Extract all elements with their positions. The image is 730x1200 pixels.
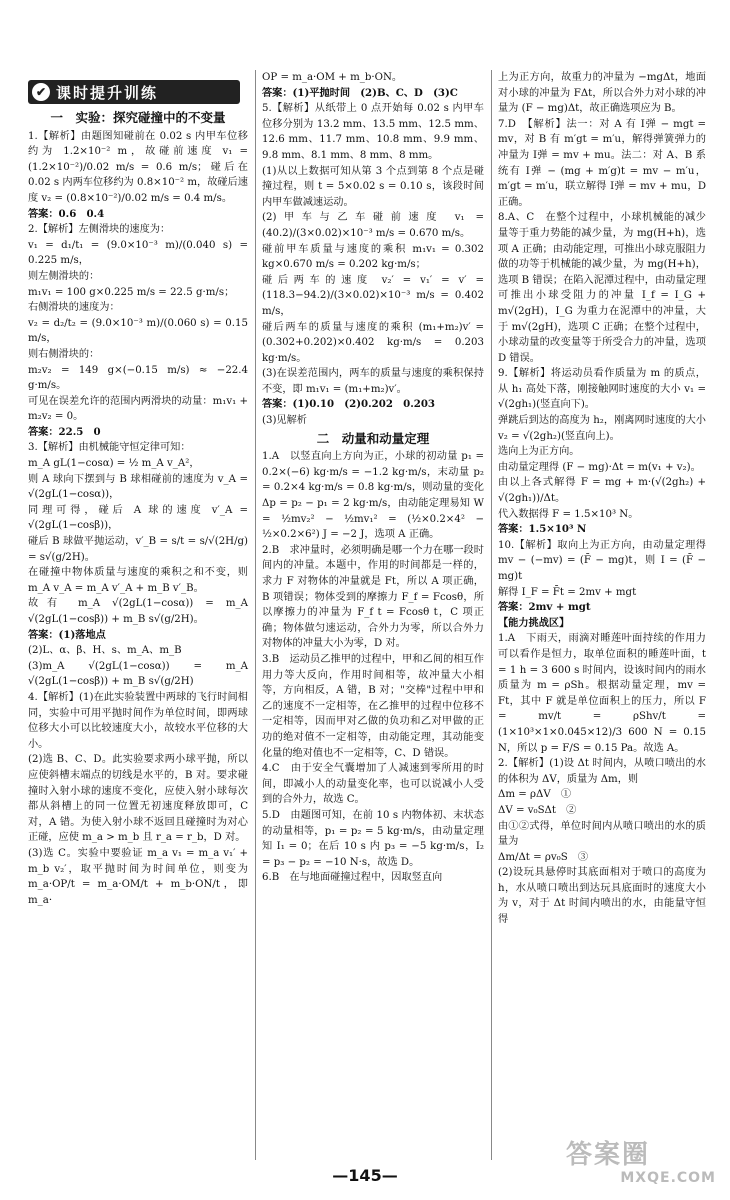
text-line: 由动量定理得 (F − mg)·Δt = m(v₁ + v₂)。 — [498, 461, 701, 473]
text-line: 则左侧滑块的： — [28, 270, 100, 282]
section-header — [28, 80, 240, 104]
column-3 — [498, 70, 706, 928]
text-line: ΔV = v₀SΔt ② — [498, 804, 577, 816]
text-line: Δm/Δt = ρv₀S ③ — [498, 851, 589, 863]
text-line: 5.【解析】从纸带上 0 点开始每 0.02 s 内甲车位移分别为 13.2 mm、13.5 mm、12.5 mm、12.6 mm、11.7 mm、10.8 mm、9.9 mm、9.8 mm、8.1 mm、8 mm、8 mm。 — [262, 103, 484, 161]
text-line: (3)选 C。实验中要验证 m_a v₁ = m_a v₁′ + m_b v₂′，取平抛时间为时间单位，则变为 m_a·OP/t = m_a·OM/t + m_b·ON/t，即 m_a· — [28, 847, 248, 906]
text-line: 在碰撞中物体质量与速度的乘积之和不变，则 m_A v_A = m_A v′_A + m_B v′_B。 — [28, 567, 248, 594]
text-line: 代入数据得 F = 1.5×10³ N。 — [498, 508, 639, 520]
header-logo-icon: ✔ — [32, 83, 50, 101]
text-line: 故有 m_A √(2gL(1−cosα)) = m_A √(2gL(1−cosβ)) + m_B s√(g/2H)。 — [28, 598, 248, 625]
text-line: 解得 I_F = F̄t = 2mv + mgt — [498, 586, 637, 598]
col3-content-top — [498, 70, 706, 616]
column-2 — [262, 70, 484, 886]
col2-content-bottom — [262, 449, 484, 886]
text-line: 7.D 【解析】法一：对 A 有 I弹 − mgt = mv，对 B 有 m′gt = m′u，解得弹簧弹力的冲量为 I弹 = mv + mu。法二：对 A、B 系统有 I弹 − (mg + m′g)t = mv − m′u，m′gt = m′u，联立解得 I弹 = mv + mu，D 正确。 — [498, 118, 706, 208]
text-line: 3.B 运动员乙推甲的过程中，甲和乙间的相互作用力等大反向，作用时间相等，故冲量大小相等，方向相反，A 错，B 对；"交棒"过程中甲和乙的速度不一定相等，在乙推甲的过程中位移不一定相等，因而甲对乙做的负功和乙对甲做的正功的绝对值不一定相等，由动能定理，其动能变化量的绝对值也不一定相等，C、D 错误。 — [262, 653, 484, 759]
column-divider — [255, 70, 256, 1160]
col1-content — [28, 129, 248, 909]
text-line: (2)设玩具悬停时其底面相对于喷口的高度为 h，水从喷口喷出到达玩具底面时的速度大小为 v，对于 Δt 时间内喷出的水，由能量守恒得 — [498, 867, 706, 926]
text-line: 碰后 B 球做平抛运动，v′_B = s/t = s/√(2H/g) = s√(g/2H)。 — [28, 536, 248, 563]
text-line: 答案：(1)落地点 — [28, 628, 106, 641]
text-line: 2.【解析】(1)设 Δt 时间内，从喷口喷出的水的体积为 ΔV，质量为 Δm，则 — [498, 758, 706, 785]
text-line: 碰后两车的速度 v₂′ = v₁′ = v′ = (118.3−94.2)/(3×0.02)×10⁻³ m/s = 0.402 m/s， — [262, 274, 484, 317]
text-line: 答案：22.5 0 — [28, 425, 101, 438]
text-line: 2.B 求冲量时，必须明确是哪一个力在哪一段时间内的冲量。本题中，作用的时间都是一样的，求力 F 对物体的冲量就是 Ft，所以 A 项正确，B 项错误；物体受到的摩擦力 F_f = Fcosθ，所以摩擦力的冲量为 F_f t = Fcosθ t，C 项正确；物体做匀速运动，合外力为零，所以合外力对物体的冲量大小为零，D 对。 — [262, 544, 484, 650]
text-line: (2)选 B、C、D。此实验要求两小球平抛，所以应使斜槽末端点的切线是水平的，B 对。要求碰撞时入射小球的速度不变化，应使入射小球每次都从斜槽上的同一位置无初速度释放即可，C 对，A 错。为使入射小球不返回且碰撞时为对心正碰，应使 m_a > m_b 且 r_a = r_b，D 对。 — [28, 754, 248, 844]
text-line: 6.B 在与地面碰撞过程中，因取竖直向 — [262, 872, 443, 884]
text-line: 可见在误差允许的范围内两滑块的动量：m₁v₁ + m₂v₂ = 0。 — [28, 395, 248, 423]
text-line: 右侧滑块的速度为： — [28, 302, 120, 314]
text-line: m_A gL(1−cosα) = ½ m_A v_A²， — [28, 458, 200, 470]
text-line: OP = m_a·OM + m_b·ON。 — [262, 72, 403, 83]
text-line: v₂ = d₂/t₂ = (9.0×10⁻³ m)/(0.060 s) = 0.15 m/s， — [28, 317, 248, 345]
text-line: (1)从以上数据可知从第 3 个点到第 8 个点是碰撞过程，则 t = 5×0.02 s = 0.10 s，该段时间内甲车做减速运动。 — [262, 165, 484, 208]
text-line: 碰前甲车质量与速度的乘积 m₁v₁ = 0.302 kg×0.670 m/s = 0.202 kg·m/s； — [262, 243, 484, 271]
text-line: 则 A 球向下摆到与 B 球相碰前的速度为 v_A = √(2gL(1−cosα))， — [28, 473, 248, 501]
header-title: 课时提升训练 — [56, 83, 159, 102]
text-line: v₁ = d₁/t₁ = (9.0×10⁻³ m)/(0.040 s) = 0.225 m/s， — [28, 239, 248, 267]
section-title-experiment: 一 实验：探究碰撞中的不变量 — [50, 110, 226, 125]
text-line: 由①②式得，单位时间内从喷口喷出的水的质量为 — [498, 820, 706, 848]
text-line: 由以上各式解得 F = mg + m·(√(2gh₂) + √(2gh₁))/Δt。 — [498, 477, 706, 505]
text-line: (3)见解析 — [262, 415, 307, 427]
ability-challenge-title: 【能力挑战区】 — [498, 617, 570, 629]
text-line: 2.【解析】左侧滑块的速度为： — [28, 224, 171, 236]
page-number: —145— — [332, 1166, 398, 1185]
text-line: 答案：2mv + mgt — [498, 601, 591, 614]
text-line: 1.A 下雨天，雨滴对睡莲叶面持续的作用力可以看作是恒力，取单位面积的睡莲叶面，t = 1 h = 3 600 s 时间内，设该时间内的雨水质量为 m = ρSh。根据动量定理，mv = Ft，其中 F 就是单位面积上的压力，所以 F = mv/t = ρShv/t = (1×10³×1×0.045×12)/3 600 N = 0.15 N，所以 p = F/S = 0.15 Pa。故选 A。 — [498, 633, 706, 754]
text-line: 则右侧滑块的： — [28, 348, 100, 360]
watermark — [566, 1140, 716, 1190]
col3-content-bottom — [498, 631, 706, 927]
text-line: 答案：(1)平抛时间 (2)B、C、D (3)C — [262, 86, 458, 99]
text-line: (2)L、α、β、H、s、m_A、m_B — [28, 645, 182, 657]
text-line: m₂v₂ = 149 g×(−0.15 m/s) ≈ −22.4 g·m/s。 — [28, 364, 248, 392]
text-line: 选向上为正方向。 — [498, 446, 580, 458]
text-line: 5.D 由题图可知，在前 10 s 内物体初、末状态的动量相等，p₁ = p₂ = 5 kg·m/s，由动量定理知 I₁ = 0；在后 10 s 内 p₃ = −5 kg·m/s，I₂ = p₃ − p₂ = −10 N·s，故选 D。 — [262, 809, 484, 868]
text-line: 10.【解析】取向上为正方向，由动量定理得 mv − (−mv) = (F̄ − mg)t，则 I = (F̄ − mg)t — [498, 539, 706, 582]
text-line: 3.【解析】由机械能守恒定律可知： — [28, 442, 191, 454]
text-line: 4.【解析】(1)在此实验装置中两球的飞行时间相同，实验中可用平抛时间作为单位时间，即两球位移大小可以比较速度大小，故较水平位移的大小。 — [28, 691, 248, 750]
text-line: (3)在误差范围内，两车的质量与速度的乘积保持不变，即 m₁v₁ = (m₁+m₂)v′。 — [262, 368, 484, 395]
text-line: (2)甲车与乙车碰前速度 v₁ = (40.2)/(3×0.02)×10⁻³ m/s = 0.670 m/s。 — [262, 212, 484, 239]
text-line: 答案：0.6 0.4 — [28, 207, 105, 220]
column-divider — [491, 70, 492, 1160]
watermark-line1: 答案圈 — [566, 1140, 651, 1170]
text-line: 同理可得，碰后 A 球的速度 v′_A = √(2gL(1−cosβ))， — [28, 504, 248, 532]
column-1 — [28, 108, 248, 908]
text-line: 1.A 以竖直向上方向为正，小球的初动量 p₁ = 0.2×(−6) kg·m/s = −1.2 kg·m/s，末动量 p₂ = 0.2×4 kg·m/s = 0.8 kg·m/s，则动量的变化 Δp = p₂ − p₁ = 2 kg·m/s，由动能定理易知 W = ½mv₂² − ½mv₁² = (½×0.2×4² − ½×0.2×6²) J = −2 J，选项 A 正确。 — [262, 451, 484, 541]
text-line: 上为正方向，故重力的冲量为 −mgΔt，地面对小球的冲量为 FΔt，所以合外力对小球的冲量为 (F − mg)Δt，故正确选项应为 B。 — [498, 72, 706, 115]
text-line: (3)m_A √(2gL(1−cosα)) = m_A √(2gL(1−cosβ)) + m_B s√(g/2H) — [28, 660, 248, 688]
text-line: Δm = ρΔV ① — [498, 789, 572, 801]
col2-content-top — [262, 70, 484, 429]
watermark-line2: MXQE.COM — [620, 1170, 716, 1186]
text-line: 答案：1.5×10³ N — [498, 523, 587, 536]
text-line: 8.A、C 在整个过程中，小球机械能的减少量等于重力势能的减少量，为 mg(H+h)，选项 A 正确；由动能定理，可推出小球克服阻力做的功等于机械能的减少量，为 mg(H+h)，选项 B 错误；在陷入泥潭过程中，由动量定理可推出小球受阻力的冲量 I_f = I_G + m√(2gH)，I_G 为重力在泥潭中的冲量，大于 m√(2gH)，选项 C 正确；在整个过程中，小球动量的改变量等于所受合力的冲量，选项 D 错误。 — [498, 212, 706, 364]
text-line: 4.C 由于安全气囊增加了人减速到零所用的时间，即减小人的动量变化率，也可以说减小人受到的合外力，故选 C。 — [262, 763, 484, 806]
text-line: 答案：(1)0.10 (2)0.202 0.203 — [262, 398, 436, 411]
text-line: 1.【解析】由题图知碰前在 0.02 s 内甲车位移约为 1.2×10⁻² m，故碰前速度 v₁ = (1.2×10⁻²)/0.02 m/s = 0.6 m/s；碰后在 0.02 s 内两车位移约为 0.8×10⁻² m，故碰后速度 v₂ = (0.8×10⁻²)/0.02 m/s = 0.4 m/s。 — [28, 130, 248, 204]
text-line: m₁v₁ = 100 g×0.225 m/s = 22.5 g·m/s； — [28, 286, 235, 298]
text-line: 碰后两车的质量与速度的乘积 (m₁+m₂)v′ = (0.302+0.202)×0.402 kg·m/s = 0.203 kg·m/s。 — [262, 321, 484, 364]
text-line: 弹跳后到达的高度为 h₂，刚离网时速度的大小 v₂ = √(2gh₂)(竖直向上)。 — [498, 415, 706, 442]
section-title-momentum: 二 动量和动量定理 — [316, 430, 430, 446]
text-line: 9.【解析】将运动员看作质量为 m 的质点，从 h₁ 高处下落，刚接触网时速度的大小 v₁ = √(2gh₁)(竖直向下)。 — [498, 368, 706, 411]
